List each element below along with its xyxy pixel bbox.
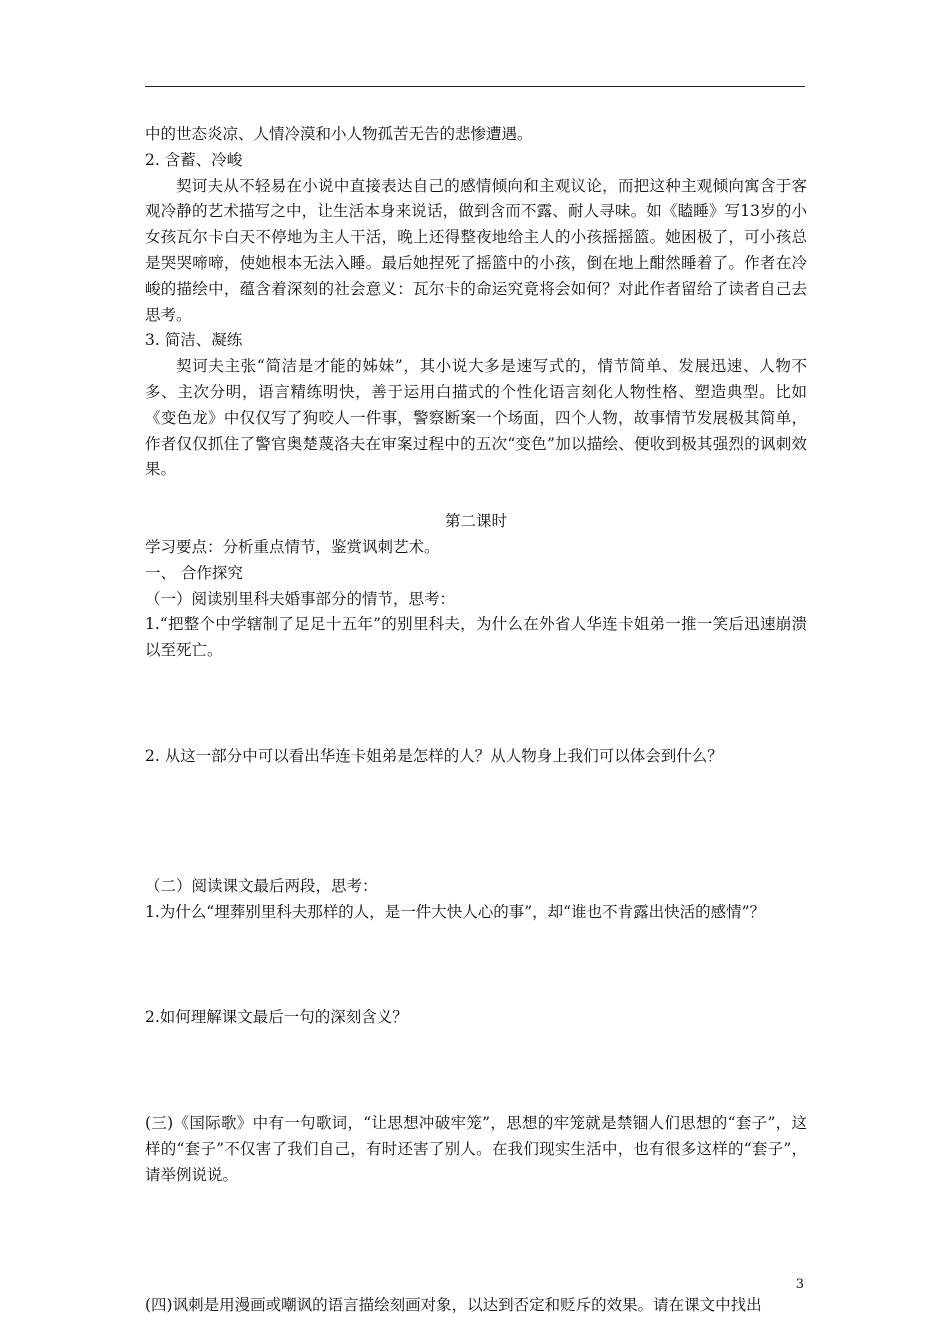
part2-question-2: 2.如何理解课文最后一句的深刻含义？ (145, 1008, 408, 1027)
part1-question-2: 2. 从这一部分中可以看出华连卡姐弟是怎样的人？从人物身上我们可以体会到什么？ (145, 746, 723, 765)
lesson-focus: 学习要点：分析重点情节，鉴赏讽刺艺术。 (145, 537, 440, 556)
part1-question-1: 1.“把整个中学辖制了足足十五年”的别里科夫，为什么在外省人华连卡姐弟一推一笑后迅速崩溃以至死亡。 (145, 615, 807, 660)
heading-item-3: 3. 简洁、凝练 (145, 331, 243, 350)
paragraph-item-3: 契诃夫主张“简洁是才能的姊妹”，其小说大多是速写式的，情节简单、发展迅速、人物不多、主次分明，语言精练明快，善于运用白描式的个性化语言刻化人物性格、塑造典型。比如《变色龙》中仅仅写了狗咬人一件事，警察断案一个场面，四个人物，故事情节发展极其简单，作者仅仅抓住了警官奥楚蔑洛夫在审案过程中的五次“变色”加以描绘、便收到极其强烈的讽刺效果。 (145, 357, 807, 479)
part3-question: (三)《国际歌》中有一句歌词，“让思想冲破牢笼”，思想的牢笼就是禁锢人们思想的“套子”，这样的“套子”不仅害了我们自己，有时还害了别人。在我们现实生活中，也有很多这样的“套子”，请举例说说。 (145, 1114, 807, 1184)
paragraph-continuation: 中的世态炎凉、人情冷漠和小人物孤苦无告的悲惨遭遇。 (145, 125, 533, 143)
part1-intro: （一）阅读别里科夫婚事部分的情节，思考： (145, 589, 456, 608)
part2-question-1: 1.为什么“埋葬别里科夫那样的人，是一件大快人心的事”，却“谁也不肯露出快活的感情”？ (145, 902, 765, 921)
lesson-title: 第二课时 (444, 512, 507, 531)
section-heading: 一、 合作探究 (145, 563, 243, 582)
part4-question: (四)讽刺是用漫画或嘲讽的语言描绘刻画对象，以达到否定和贬斥的效果。请在课文中找出 (145, 1295, 762, 1314)
page-number: 3 (795, 1277, 804, 1292)
header-rule (145, 86, 805, 87)
part2-intro: （二）阅读课文最后两段，思考： (145, 876, 378, 895)
paragraph-item-2: 契诃夫从不轻易在小说中直接表达自己的感情倾向和主观议论，而把这种主观倾向寓含于客观冷静的艺术描写之中，让生活本身来说话，做到含而不露、耐人寻味。如《瞌睡》写13岁的小女孩瓦尔卡白天不停地为主人干活，晚上还得整夜地给主人的小孩摇摇篮。她困极了，可小孩总是哭哭啼啼，使她根本无法入睡。最后她捏死了摇篮中的小孩，倒在地上酣然睡着了。作者在冷峻的描绘中，蕴含着深刻的社会意义：瓦尔卡的命运究竟将会如何？对此作者留给了读者自己去思考。 (145, 176, 807, 324)
document-body (145, 122, 807, 1318)
heading-item-2: 2. 含蓄、冷峻 (145, 150, 243, 169)
